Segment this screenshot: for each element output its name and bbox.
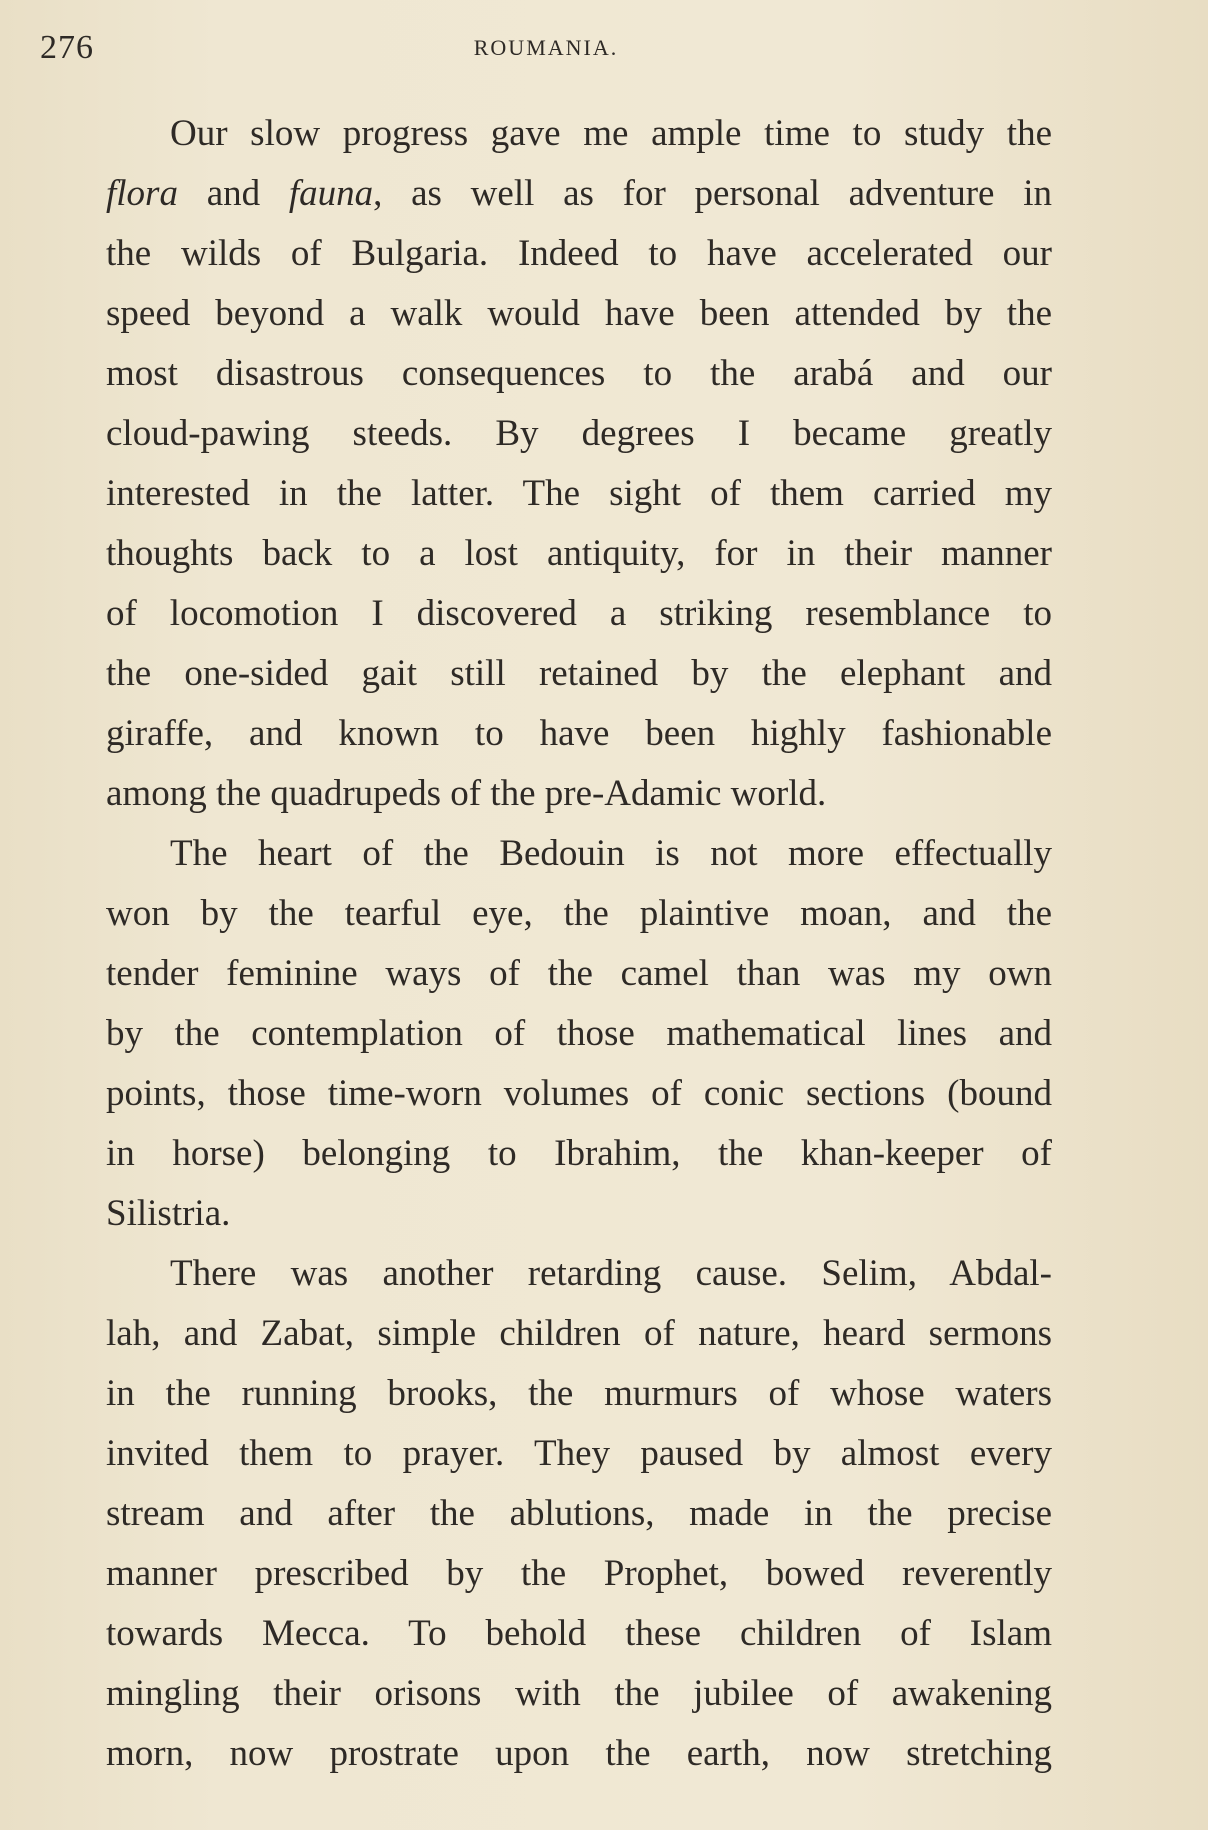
text-line: interested in the latter. The sight of them carried my <box>106 473 1052 514</box>
page-number: 276 <box>40 29 94 66</box>
text-line: giraffe, and known to have been highly fashionable <box>106 713 1052 754</box>
paragraph-3 <box>42 1244 1052 1784</box>
text-line: points, those time-worn volumes of conic sections (bound <box>106 1073 1052 1114</box>
text-line: lah, and Zabat, simple children of nature, heard sermons <box>106 1313 1052 1354</box>
text-line: invited them to prayer. They paused by almost every <box>106 1433 1052 1474</box>
text-line: the one-sided gait still retained by the elephant and <box>106 653 1052 694</box>
text-line <box>42 164 1052 224</box>
text-line: most disastrous consequences to the arabá and our <box>106 353 1052 394</box>
text-line: won by the tearful eye, the plaintive moan, and the <box>106 893 1052 934</box>
running-head: ROUMANIA. <box>473 35 619 60</box>
text-line: The heart of the Bedouin is not more effectually <box>170 833 1052 874</box>
text-line: stream and after the ablutions, made in the precise <box>106 1493 1052 1534</box>
text-line: in horse) belonging to Ibrahim, the khan-keeper of <box>106 1133 1052 1174</box>
text-line: mingling their orisons with the jubilee of awakening <box>106 1673 1052 1714</box>
text-fragment: , as well as for personal adventure in <box>373 173 1052 214</box>
paragraph-2 <box>42 824 1052 1244</box>
text-line: Our slow progress gave me ample time to study the <box>170 113 1052 154</box>
text-line: manner prescribed by the Prophet, bowed reverently <box>106 1553 1052 1594</box>
page-header <box>40 28 1052 68</box>
text-line: There was another retarding cause. Selim, Abdal- <box>170 1253 1052 1294</box>
text-line: cloud-pawing steeds. By degrees I became greatly <box>106 413 1052 454</box>
text-line: the wilds of Bulgaria. Indeed to have accelerated our <box>106 233 1052 274</box>
italic-word: flora <box>106 173 178 214</box>
text-line: thoughts back to a lost antiquity, for in their manner <box>106 533 1052 574</box>
text-fragment: and <box>177 173 289 214</box>
paragraph-1 <box>42 104 1052 824</box>
italic-word: fauna <box>288 173 374 214</box>
text-line: of locomotion I discovered a striking resemblance to <box>106 593 1052 634</box>
text-line: speed beyond a walk would have been attended by the <box>106 293 1052 334</box>
text-line: among the quadrupeds of the pre-Adamic world. <box>106 773 827 814</box>
text-line: morn, now prostrate upon the earth, now stretching <box>106 1733 1052 1774</box>
text-line: tender feminine ways of the camel than was my own <box>106 953 1052 994</box>
text-line: in the running brooks, the murmurs of whose waters <box>106 1373 1052 1414</box>
text-line: towards Mecca. To behold these children of Islam <box>106 1613 1052 1654</box>
text-line: Silistria. <box>106 1193 231 1234</box>
text-line: by the contemplation of those mathematical lines and <box>106 1013 1052 1054</box>
body-text <box>42 104 1052 1784</box>
